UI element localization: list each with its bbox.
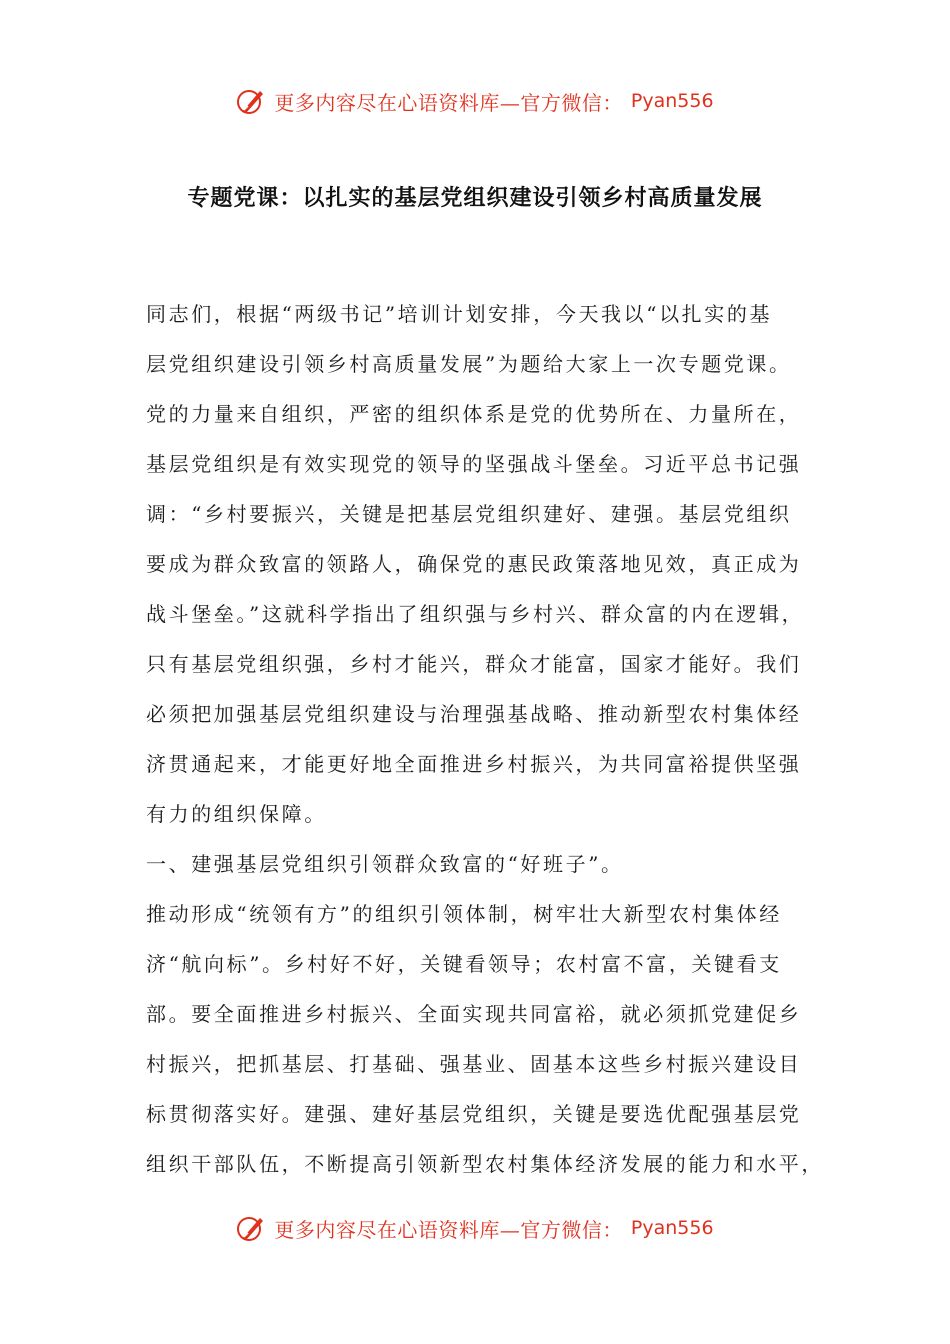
watermark-text: 更多内容尽在心语资料库—官方微信：	[274, 90, 623, 115]
body-line: 调：“乡村要振兴，关键是把基层党组织建好、建强。基层党组织	[146, 502, 792, 526]
body-line: 推动形成“统领有方”的组织引领体制，树牢壮大新型农村集体经	[146, 902, 782, 926]
body-line: 基层党组织是有效实现党的领导的坚强战斗堡垒。习近平总书记强	[146, 452, 802, 476]
body-line: 村振兴，把抓基层、打基础、强基业、固基本这些乡村振兴建设目	[146, 1052, 802, 1076]
document-body	[146, 295, 824, 1195]
body-line: 组织干部队伍，不断提高引领新型农村集体经济发展的能力和水平，	[146, 1152, 824, 1176]
body-line: 层党组织建设引领乡村高质量发展”为题给大家上一次专题党课。	[146, 352, 792, 376]
watermark-wechat-id: Pyan556	[630, 1217, 714, 1239]
body-line: 有力的组织保障。	[146, 802, 327, 826]
body-line: 济贯通起来，才能更好地全面推进乡村振兴，为共同富裕提供坚强	[146, 752, 802, 776]
watermark-header	[0, 86, 950, 116]
body-line: 必须把加强基层党组织建设与治理强基战略、推动新型农村集体经	[146, 702, 802, 726]
watermark-text: 更多内容尽在心语资料库—官方微信：	[274, 1217, 623, 1242]
quill-pen-icon	[236, 86, 266, 116]
body-line: 部。要全面推进乡村振兴、全面实现共同富裕，就必须抓党建促乡	[146, 1002, 802, 1026]
quill-pen-icon	[236, 1213, 266, 1243]
watermark-wechat-id: Pyan556	[630, 90, 714, 112]
body-line: 党的力量来自组织，严密的组织体系是党的优势所在、力量所在，	[146, 402, 802, 426]
section-heading: 一、建强基层党组织引领群众致富的“好班子”。	[146, 852, 624, 876]
body-line: 标贯彻落实好。建强、建好基层党组织，关键是要选优配强基层党	[146, 1102, 802, 1126]
document-title: 专题党课：以扎实的基层党组织建设引领乡村高质量发展	[187, 185, 763, 211]
body-line: 只有基层党组织强，乡村才能兴，群众才能富，国家才能好。我们	[146, 652, 802, 676]
body-line: 战斗堡垒。”这就科学指出了组织强与乡村兴、群众富的内在逻辑，	[146, 602, 805, 626]
body-line: 同志们，根据“两级书记”培训计划安排，今天我以“以扎实的基	[146, 302, 773, 326]
body-line: 要成为群众致富的领路人，确保党的惠民政策落地见效，真正成为	[146, 552, 802, 576]
watermark-footer	[0, 1213, 950, 1243]
body-line: 济“航向标”。乡村好不好，关键看领导；农村富不富，关键看支	[146, 952, 782, 976]
